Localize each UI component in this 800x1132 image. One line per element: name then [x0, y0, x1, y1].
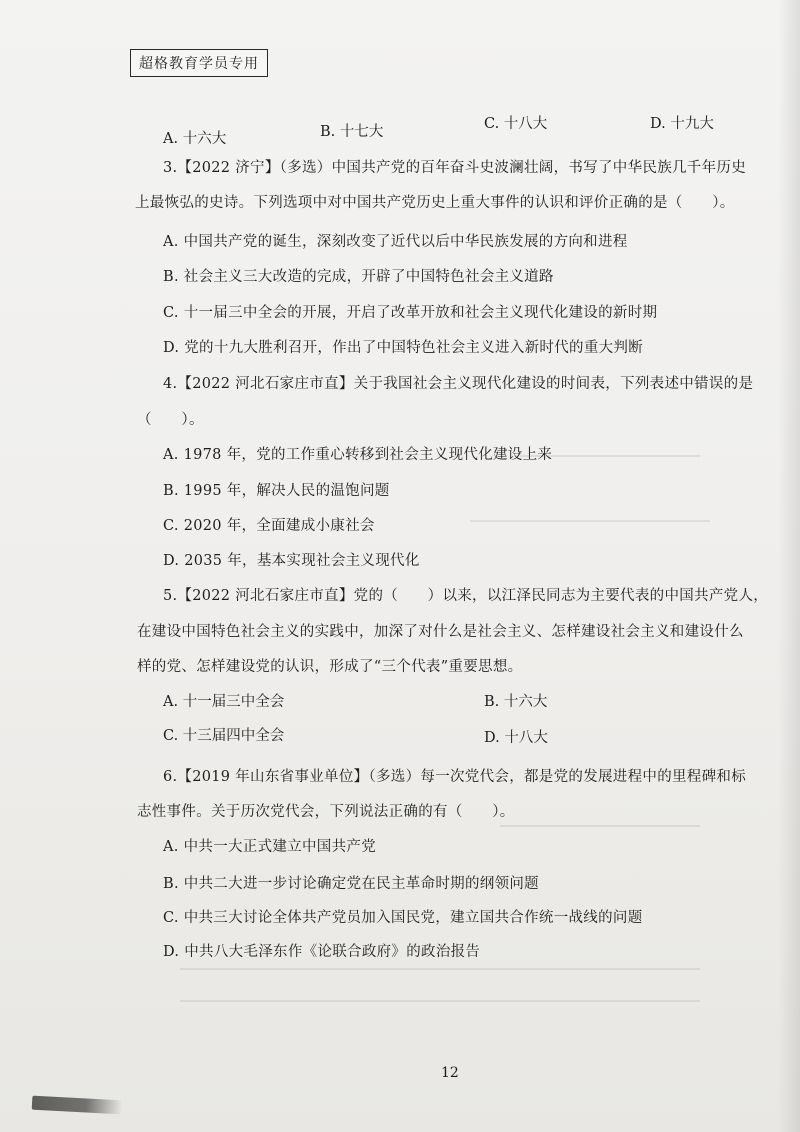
- q3-stem-line2: 上最恢弘的史诗。下列选项中对中国共产党历史上重大事件的认识和评价正确的是（ ）。: [135, 195, 735, 211]
- q5-stem-line3: 样的党、怎样建设党的认识，形成了“三个代表”重要思想。: [137, 659, 523, 675]
- q4-stem-line1: 4.【2022 河北石家庄市直】关于我国社会主义现代化建设的时间表，下列表述中错误的是: [163, 376, 754, 392]
- q6-stem-line1: 6.【2019 年山东省事业单位】（多选）每一次党代会，都是党的发展进程中的里程碑和标: [163, 769, 746, 785]
- scan-smudge: [32, 1096, 123, 1115]
- q2-option-c: C. 十八大: [484, 116, 548, 132]
- q6-option-b: B. 中共二大进一步讨论确定党在民主革命时期的纲领问题: [163, 876, 539, 892]
- q3-option-c: C. 十一届三中全会的开展，开启了改革开放和社会主义现代化建设的新时期: [163, 305, 658, 321]
- header-stamp: 超格教育学员专用: [130, 49, 268, 77]
- q5-option-a: A. 十一届三中全会: [163, 694, 285, 710]
- q3-option-d: D. 党的十九大胜利召开，作出了中国特色社会主义进入新时代的重大判断: [163, 340, 644, 356]
- q6-option-d: D. 中共八大毛泽东作《论联合政府》的政治报告: [163, 944, 481, 960]
- q2-option-a: A. 十六大: [163, 131, 227, 147]
- q3-stem-line1: 3.【2022 济宁】（多选）中国共产党的百年奋斗史波澜壮阔，书写了中华民族几千年历史: [163, 160, 746, 176]
- bleed-through-mark: [520, 455, 700, 457]
- q5-option-d: D. 十八大: [484, 730, 548, 746]
- q4-option-c: C. 2020 年，全面建成小康社会: [163, 518, 375, 534]
- bleed-through-mark: [470, 520, 710, 522]
- q4-stem-line2: （ ）。: [137, 412, 204, 428]
- q5-stem-line1: 5.【2022 河北石家庄市直】党的（ ）以来，以江泽民同志为主要代表的中国共产党人，: [163, 588, 769, 604]
- q4-option-b: B. 1995 年，解决人民的温饱问题: [163, 483, 390, 499]
- q6-option-a: A. 中共一大正式建立中国共产党: [163, 839, 376, 855]
- q5-option-c: C. 十三届四中全会: [163, 728, 285, 744]
- page-edge-shadow: [778, 0, 800, 1132]
- q5-stem-line2: 在建设中国特色社会主义的实践中，加深了对什么是社会主义、怎样建设社会主义和建设什么: [137, 624, 744, 640]
- q2-option-b: B. 十七大: [320, 124, 384, 140]
- q3-option-a: A. 中国共产党的诞生，深刻改变了近代以后中华民族发展的方向和进程: [163, 234, 628, 250]
- q4-option-d: D. 2035 年，基本实现社会主义现代化: [163, 553, 420, 569]
- q4-option-a: A. 1978 年，党的工作重心转移到社会主义现代化建设上来: [163, 447, 553, 463]
- bleed-through-mark: [180, 1000, 700, 1002]
- bleed-through-mark: [500, 825, 700, 827]
- bleed-through-mark: [180, 968, 700, 970]
- q3-option-b: B. 社会主义三大改造的完成，开辟了中国特色社会主义道路: [163, 269, 554, 285]
- q6-stem-line2: 志性事件。关于历次党代会，下列说法正确的有（ ）。: [137, 804, 515, 820]
- q5-option-b: B. 十六大: [484, 694, 548, 710]
- page-number: 12: [441, 1065, 459, 1081]
- q6-option-c: C. 中共三大讨论全体共产党员加入国民党，建立国共合作统一战线的问题: [163, 910, 643, 926]
- q2-option-d: D. 十九大: [650, 116, 714, 132]
